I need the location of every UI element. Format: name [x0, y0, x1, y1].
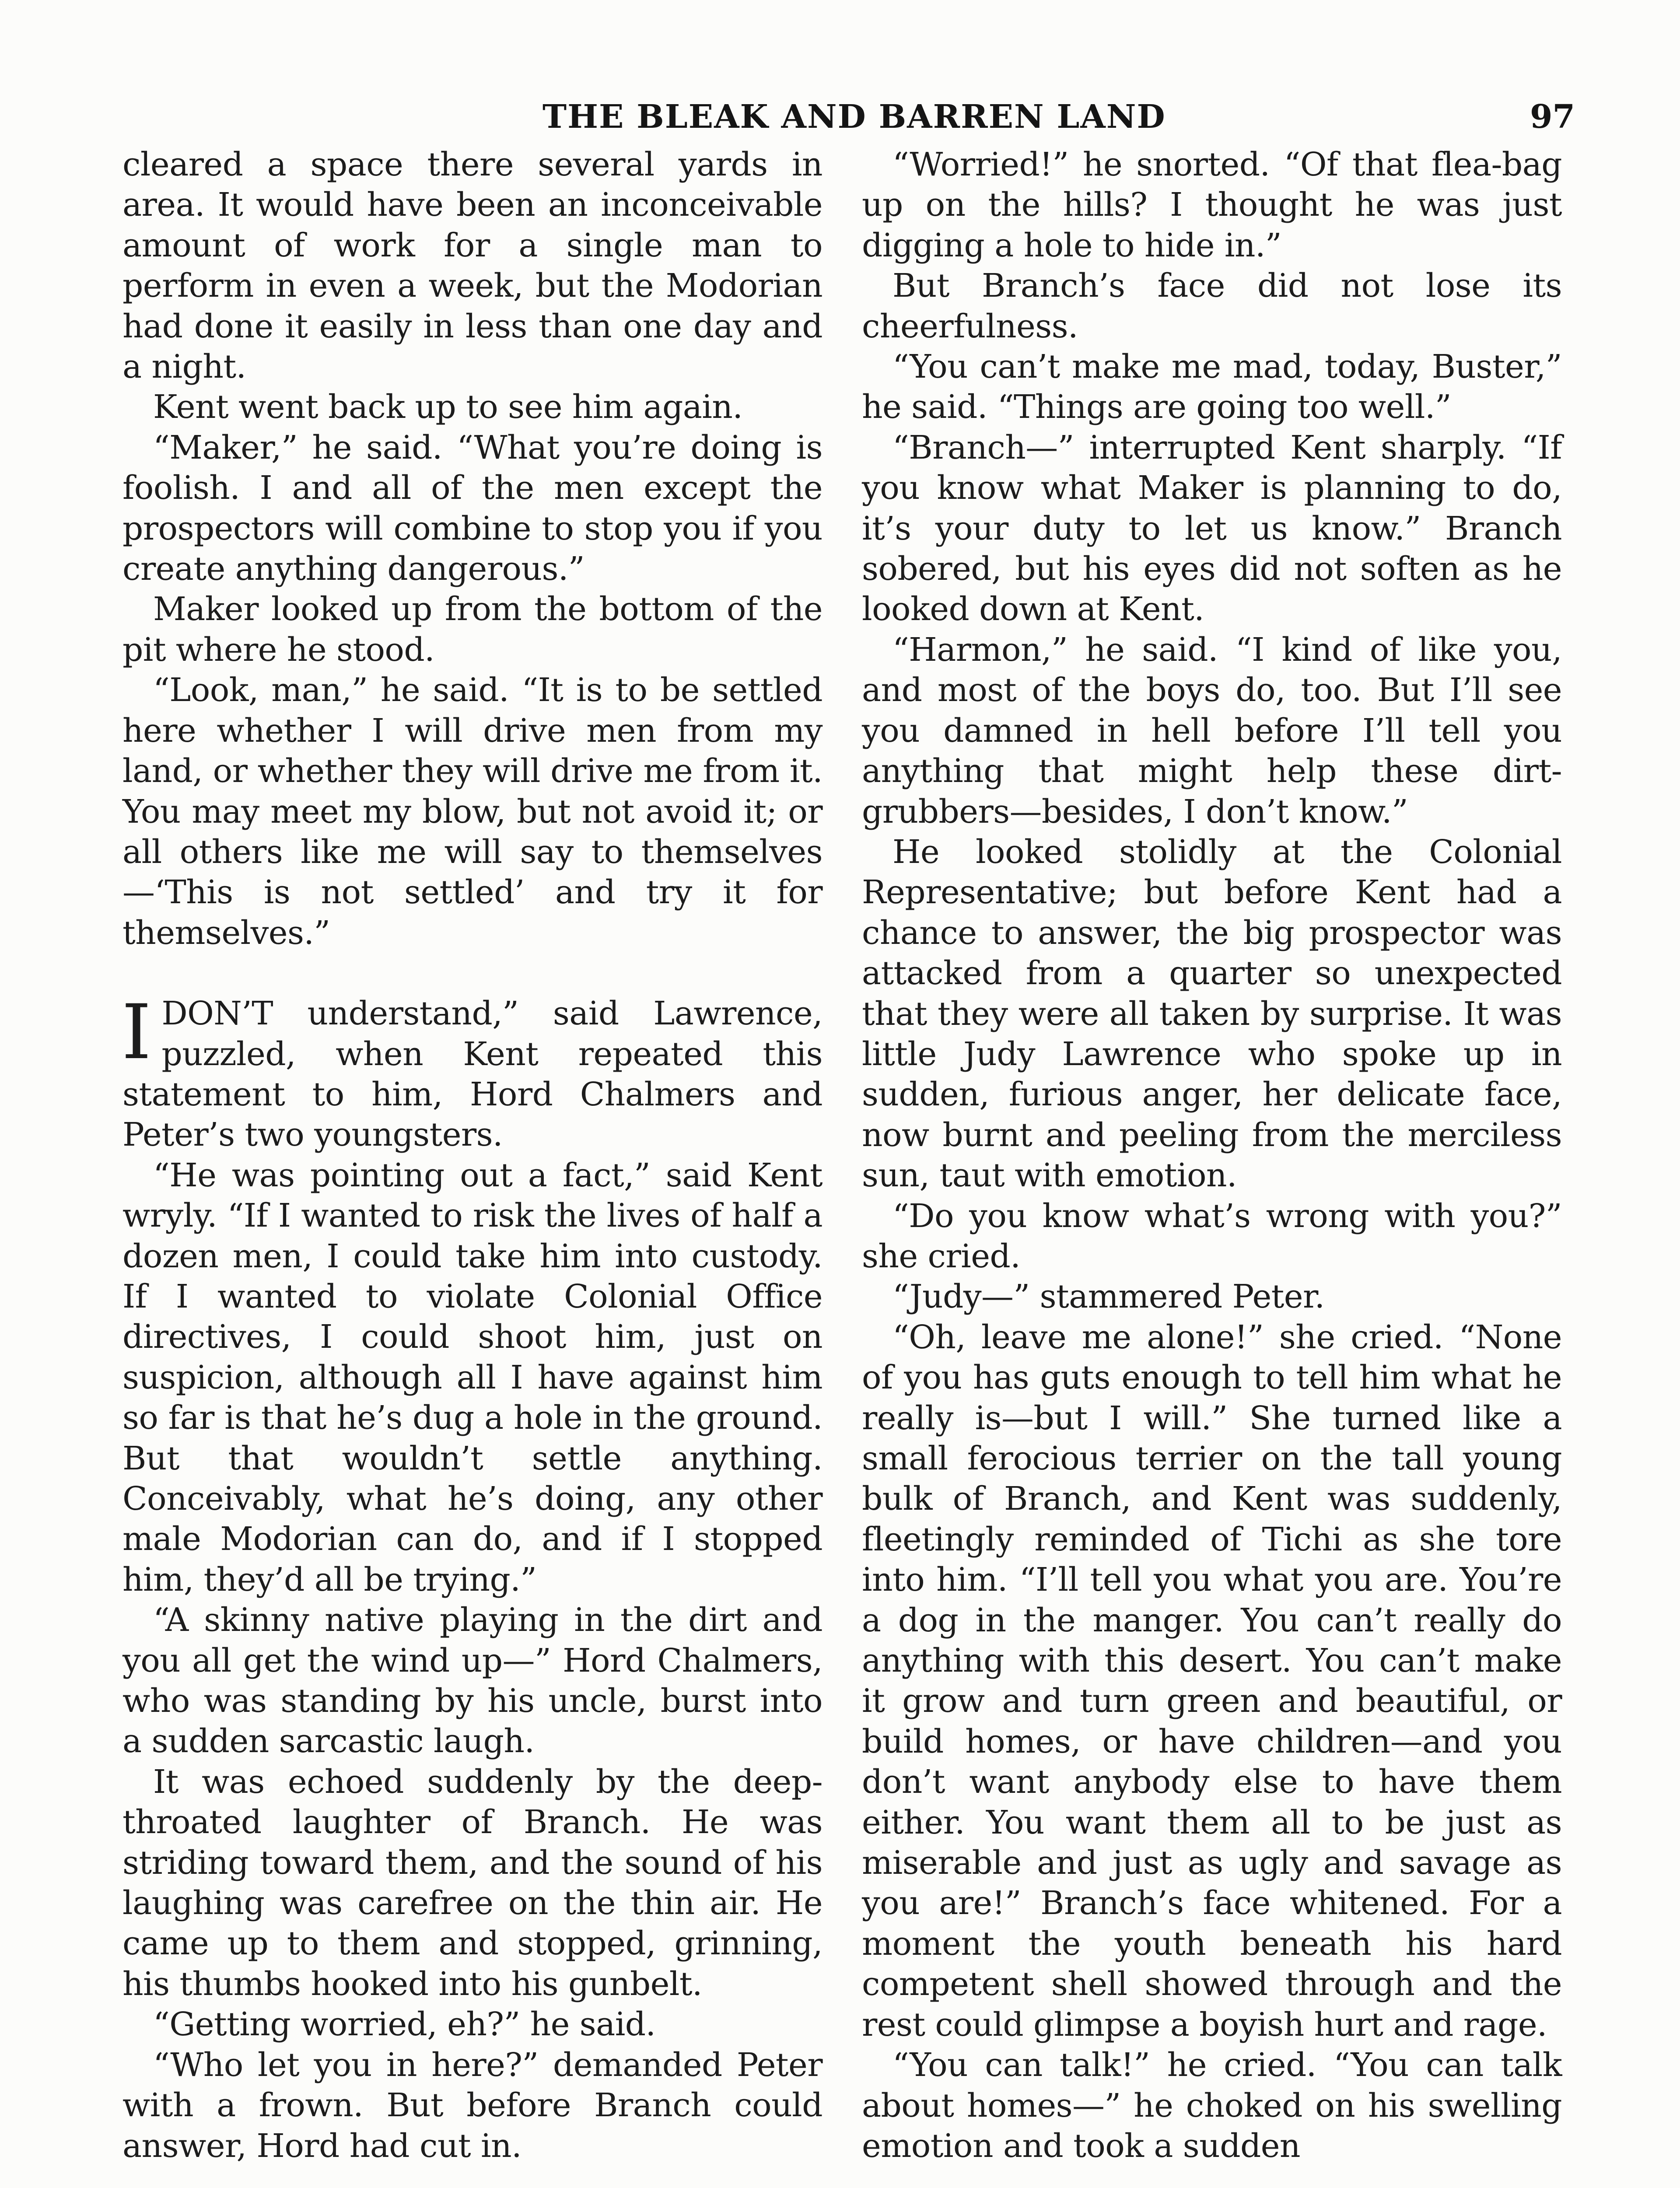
section-opening-paragraph [122, 988, 822, 1155]
paragraph: “Harmon,” he said. “I kind of like you, and most of the boys do, too. But I’ll see you damned in hell before I’ll tell you anything that might help these dirt-grubbers—besides, I don’t know.” [862, 631, 1562, 831]
left-text-column [122, 144, 822, 2166]
paragraph: “You can’t make me mad, today, Buster,” he said. “Things are going too well.” [862, 348, 1562, 426]
right-text-column [862, 144, 1562, 2166]
paragraph: “Branch—” interrupted Kent sharply. “If you know what Maker is planning to do, it’s your duty to let us know.” Branch sobered, but his eyes did not soften as he looked down at Kent. [862, 428, 1562, 628]
paragraph: It was echoed suddenly by the deep-throated laughter of Branch. He was striding toward them, and the sound of his laughing was carefree on the thin air. He came up to them and stopped, grinning, his thumbs hooked into his gunbelt. [122, 1763, 822, 2003]
paragraph: “Do you know what’s wrong with you?” she cried. [862, 1197, 1562, 1275]
paragraph: “Oh, leave me alone!” she cried. “None of you has guts enough to tell him what he really is—but I will.” She turned like a small ferocious terrier on the tall young bulk of Branch, and Kent was suddenly, fleetingly reminded of Tichi as she tore into him. “I’ll tell you what you are. You’re a dog in the manger. You can’t really do anything with this desert. You can’t make it grow and turn green and beautiful, or build homes, or have children—and you don’t want anybody else to have them either. You want them all to be just as miserable and just as ugly and savage as you are!” Branch’s face whitened. For a moment the youth beneath his hard competent shell showed through and the rest could glimpse a boyish hurt and rage. [862, 1318, 1562, 2044]
paragraph: “Who let you in here?” demanded Peter with a frown. But before Branch could answer, Hord had cut in. [122, 2046, 822, 2165]
paragraph: Maker looked up from the bottom of the pit where he stood. [122, 590, 822, 669]
paragraph: He looked stolidly at the Colonial Representative; but before Kent had a chance to answer, the big prospector was attacked from a quarter so unexpected that they were all taken by surprise. It was little Judy Lawrence who spoke up in sudden, furious anger, her delicate face, now burnt and peeling from the merciless sun, taut with emotion. [862, 833, 1562, 1195]
paragraph: “A skinny native playing in the dirt and you all get the wind up—” Hord Chalmers, who was standing by his uncle, burst into a sudden sarcastic laugh. [122, 1601, 822, 1760]
paragraph: “Maker,” he said. “What you’re doing is foolish. I and all of the men except the prospectors will combine to stop you if you create anything dangerous.” [122, 428, 822, 588]
section-opening-text: DON’T understand,” said Lawrence, puzzled, when Kent repeated this statement to him, Hord Chalmers and Peter’s two youngsters. [122, 995, 822, 1154]
paragraph: Kent went back up to see him again. [153, 388, 743, 426]
paragraph: “Judy—” stammered Peter. [892, 1278, 1325, 1316]
paragraph: “Look, man,” he said. “It is to be settled here whether I will drive men from my land, or whether they will drive me from it. You may meet my blow, but not avoid it; or all others like me will say to themselves—‘This is not settled’ and try it for themselves.” [122, 671, 822, 952]
paragraph: But Branch’s face did not lose its cheerfulness. [862, 267, 1562, 345]
paragraph: cleared a space there several yards in area. It would have been an inconceivable amount of work for a single man to perform in even a week, but the Modorian had done it easily in less than one day and a night. [122, 146, 822, 386]
paragraph: “Worried!” he snorted. “Of that flea-bag up on the hills? I thought he was just digging a hole to hide in.” [862, 146, 1562, 264]
page-number: 97 [1530, 98, 1575, 136]
drop-cap: I [122, 988, 151, 1076]
running-head-title: THE BLEAK AND BARREN LAND [542, 98, 1166, 136]
paragraph: “He was pointing out a fact,” said Kent wryly. “If I wanted to risk the lives of half a dozen men, I could take him into custody. If I wanted to violate Colonial Office directives, I could shoot him, just on suspicion, although all I have against him so far is that he’s dug a hole in the ground. But that wouldn’t settle anything. Conceivably, what he’s doing, any other male Modorian can do, and if I stopped him, they’d all be trying.” [122, 1156, 822, 1599]
paragraph: “You can talk!” he cried. “You can talk about homes—” he choked on his swelling emotion and took a sudden [862, 2046, 1562, 2165]
paragraph: “Getting worried, eh?” he said. [153, 2006, 656, 2044]
